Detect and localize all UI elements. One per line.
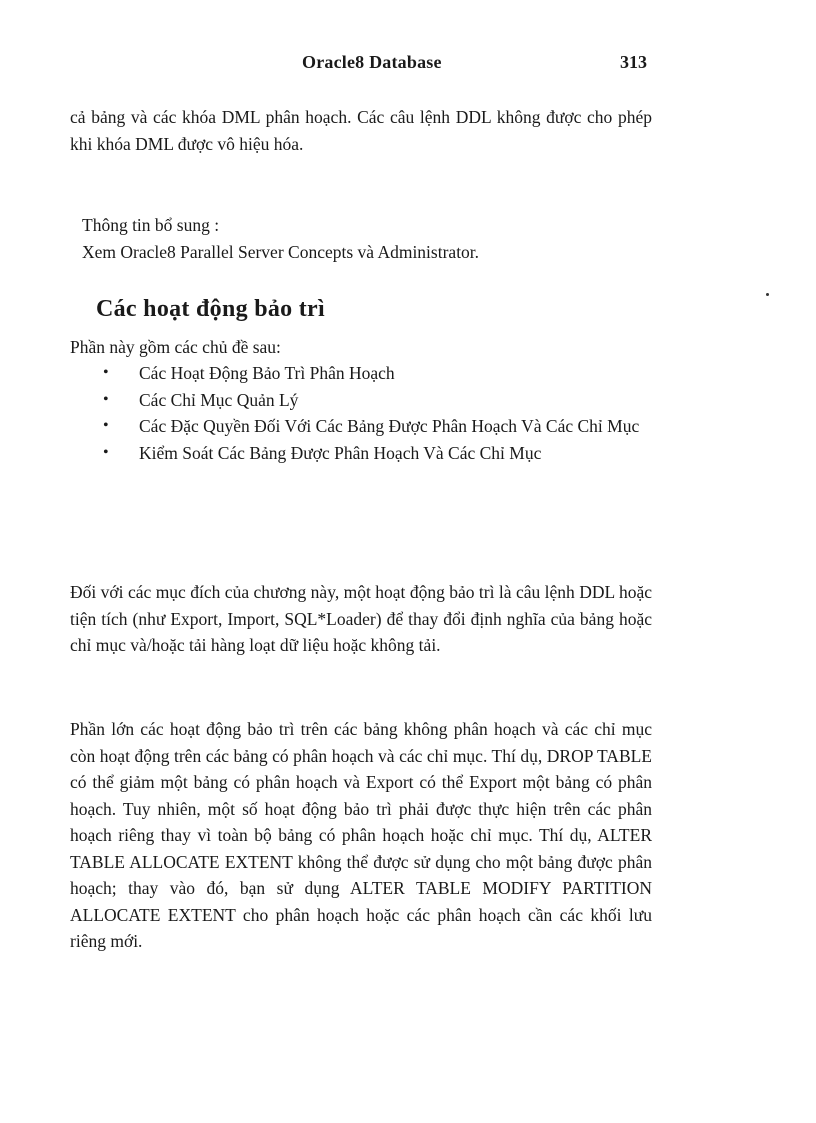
page-number: 313 [620,52,647,72]
additional-info-label: Thông tin bổ sung : [82,215,220,235]
list-item [100,387,655,414]
section-intro: Phần này gồm các chủ đề sau: [70,337,281,357]
list-item-text: Kiểm Soát Các Bảng Được Phân Hoạch Và Các Chỉ Mục [139,442,542,463]
additional-info-text: Xem Oracle8 Parallel Server Concepts và Administrator. [82,241,480,262]
paragraph-maintenance-details: Phần lớn các hoạt động bảo trì trên các bảng không phân hoạch và các chỉ mục còn hoạt động trên các bảng có phân hoạch và các chỉ mục. Thí dụ, DROP TABLE có thể giảm một bảng có phân hoạch và Export có thể Export một bảng có phân hoạch. Tuy nhiên, một số hoạt động bảo trì phải được thực hiện trên các phân hoạch riêng thay vì toàn bộ bảng có phân hoạch hoặc chỉ mục. Thí dụ, ALTER TABLE ALLOCATE EXTENT không thể được sử dụng cho một bảng được phân hoạch; thay vào đó, bạn sử dụng ALTER TABLE MODIFY PARTITION ALLOCATE EXTENT cho phân hoạch hoặc các phân hoạch cần các khối lưu riêng mới. [70,719,652,951]
scan-speck [766,293,769,296]
paragraph-maintenance-definition: Đối với các mục đích của chương này, một hoạt động bảo trì là câu lệnh DDL hoặc tiện tích (như Export, Import, SQL*Loader) để thay đổi định nghĩa của bảng hoặc chỉ mục và/hoặc tải hàng loạt dữ liệu hoặc không tải. [70,582,652,655]
list-item-text: Các Chỉ Mục Quản Lý [139,389,299,410]
bullet-icon: • [103,364,109,381]
paragraph-dml-locks: cả bảng và các khóa DML phân hoạch. Các câu lệnh DDL không được cho phép khi khóa DML được vô hiệu hóa. [70,107,652,154]
additional-info [82,212,662,265]
running-title: Oracle8 Database [302,52,442,72]
topic-list [100,360,655,466]
list-item-text: Các Hoạt Động Bảo Trì Phân Hoạch [139,363,395,383]
bullet-icon: • [103,390,109,408]
list-item [100,413,655,440]
page-header [0,50,816,80]
section-heading: Các hoạt động bảo trì [96,296,325,322]
list-item [100,360,655,387]
list-item-text: Các Đặc Quyền Đối Với Các Bảng Được Phân Hoạch Và Các Chỉ Mục [139,416,640,436]
bullet-icon: • [103,443,109,461]
bullet-icon: • [103,417,109,434]
list-item [100,440,655,467]
